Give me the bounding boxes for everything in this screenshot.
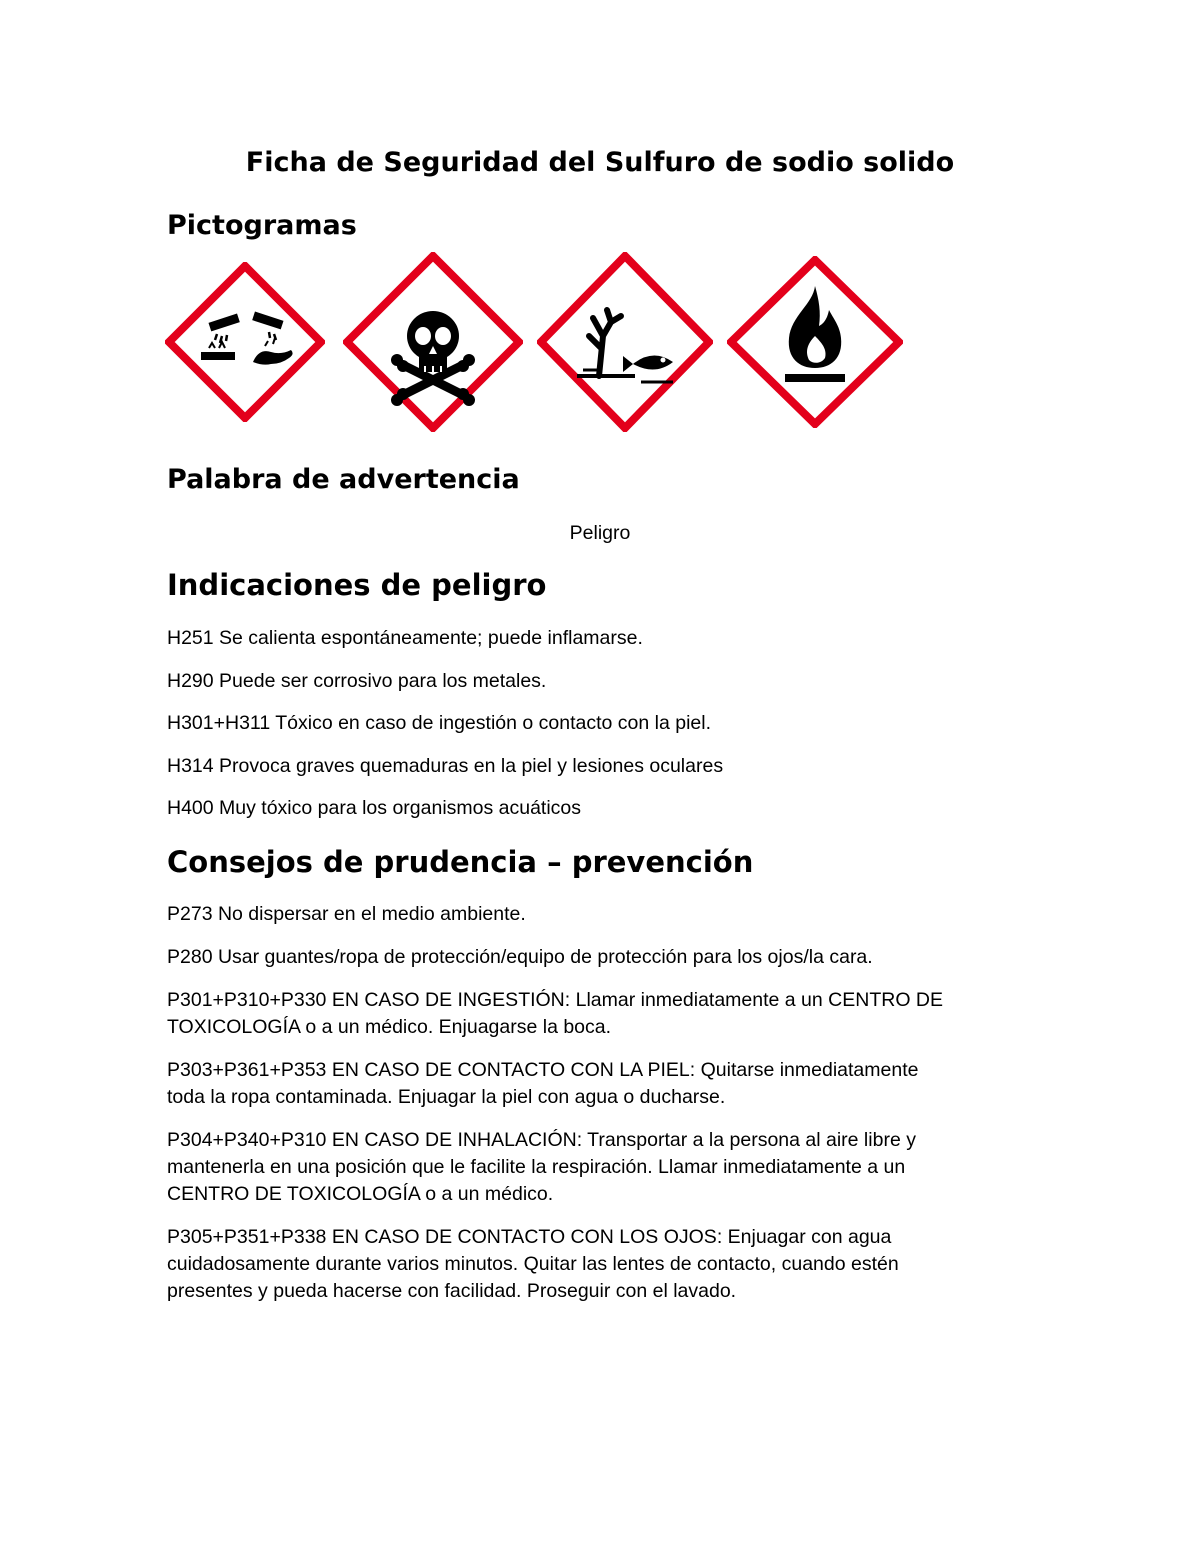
hazard-statement: H400 Muy tóxico para los organismos acuáticos [167, 797, 582, 819]
corrosion-icon [165, 262, 325, 422]
hazard-statements-list [167, 625, 1047, 838]
precautionary-statement: P304+P340+P310 EN CASO DE INHALACIÓN: Transportar a la persona al aire libre y mantenerla en una posición que le facilite la respiración. Llamar inmediatamente a un CENTRO DE TOXICOLOGÍA o a un médico. [167, 1129, 916, 1205]
signal-word-heading: Palabra de advertencia [167, 464, 520, 495]
environment-icon [537, 252, 713, 432]
flame-icon [727, 256, 903, 428]
precautionary-statement: P273 No dispersar en el medio ambiente. [167, 903, 526, 925]
precautionary-statement: P303+P361+P353 EN CASO DE CONTACTO CON LA PIEL: Quitarse inmediatamente toda la ropa contaminada. Enjuagar la piel con agua o ducharse. [167, 1059, 919, 1108]
precautionary-statement: P280 Usar guantes/ropa de protección/equipo de protección para los ojos/la cara. [167, 946, 873, 968]
pictogram-row [165, 252, 905, 434]
hazard-statement: H290 Puede ser corrosivo para los metales. [167, 669, 547, 692]
document-title: Ficha de Seguridad del Sulfuro de sodio solido [245, 147, 955, 178]
signal-word: Peligro [569, 522, 631, 544]
precautionary-statement: P301+P310+P330 EN CASO DE INGESTIÓN: Llamar inmediatamente a un CENTRO DE TOXICOLOGÍA o a un médico. Enjuagarse la boca. [167, 989, 944, 1038]
hazard-statements-heading: Indicaciones de peligro [167, 568, 547, 602]
pictograms-heading: Pictogramas [167, 210, 357, 241]
precautionary-statements-list [167, 901, 1047, 1321]
hazard-statement: H314 Provoca graves quemaduras en la piel y lesiones oculares [167, 754, 724, 777]
precautionary-statement: P305+P351+P338 EN CASO DE CONTACTO CON LOS OJOS: Enjuagar con agua cuidadosamente durante varios minutos. Quitar las lentes de contacto, cuando estén presentes y pueda hacerse con facilidad. Proseguir con el lavado. [167, 1226, 899, 1302]
precautionary-statements-heading: Consejos de prudencia – prevención [167, 845, 754, 879]
skull-crossbones-icon [343, 252, 523, 432]
hazard-statement: H251 Se calienta espontáneamente; puede inflamarse. [167, 627, 643, 649]
hazard-statement: H301+H311 Tóxico en caso de ingestión o contacto con la piel. [167, 712, 712, 734]
